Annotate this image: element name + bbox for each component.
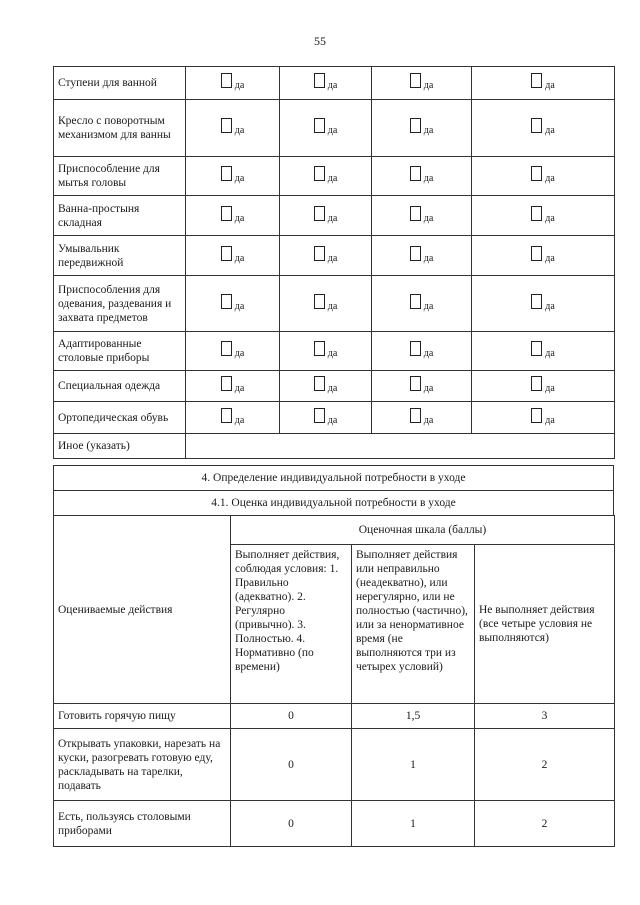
checkbox-cell bbox=[280, 402, 372, 434]
checkbox[interactable] bbox=[221, 73, 232, 88]
equipment-row bbox=[54, 100, 615, 157]
equipment-label: Умывальник передвижной bbox=[54, 236, 186, 276]
assessment-row bbox=[54, 801, 615, 847]
checkbox[interactable] bbox=[221, 341, 232, 356]
checkbox-cell bbox=[372, 402, 472, 434]
checkbox-cell bbox=[372, 100, 472, 157]
checkbox[interactable] bbox=[410, 118, 421, 133]
checkbox-cell bbox=[186, 196, 280, 236]
checkbox-cell bbox=[186, 332, 280, 371]
other-label: Иное (указать) bbox=[54, 434, 186, 459]
checkbox-label: да bbox=[545, 252, 555, 264]
assessed-action: Готовить горячую пищу bbox=[54, 704, 231, 729]
checkbox-cell bbox=[472, 236, 615, 276]
checkbox[interactable] bbox=[410, 206, 421, 221]
checkbox-label: да bbox=[423, 300, 434, 312]
checkbox-label: да bbox=[327, 414, 338, 426]
equipment-row bbox=[54, 196, 615, 236]
equipment-row bbox=[54, 332, 615, 371]
checkbox-cell bbox=[472, 276, 615, 332]
checkbox-cell bbox=[186, 157, 280, 196]
equipment-label: Ванна-простыня складная bbox=[54, 196, 186, 236]
checkbox-label: да bbox=[327, 300, 338, 312]
checkbox-label: да bbox=[545, 383, 555, 394]
checkbox-cell bbox=[186, 100, 280, 157]
checkbox-cell bbox=[280, 371, 372, 402]
equipment-label: Приспособления для одевания, раздевания и захвата предметов bbox=[54, 276, 186, 332]
checkbox-cell bbox=[280, 67, 372, 100]
score-cell: 2 bbox=[475, 729, 615, 801]
checkbox[interactable] bbox=[314, 294, 325, 309]
equipment-label: Кресло с поворотным механизмом для ванны bbox=[54, 100, 186, 157]
checkbox-label: да bbox=[234, 173, 245, 184]
scale-column-1: Выполняет действия, соблюдая условия: 1. Правильно (адекватно). 2. Регулярно (привычно). 3. Полностью. 4. Нормативно (по времени) bbox=[231, 545, 352, 704]
checkbox[interactable] bbox=[221, 166, 232, 181]
other-input-cell[interactable] bbox=[186, 434, 615, 459]
checkbox[interactable] bbox=[531, 408, 542, 423]
checkbox[interactable] bbox=[314, 408, 325, 423]
checkbox-label: да bbox=[545, 300, 555, 312]
assessment-table bbox=[53, 515, 615, 847]
checkbox-label: да bbox=[423, 383, 434, 394]
equipment-label: Ортопедическая обувь bbox=[54, 402, 186, 434]
score-cell: 3 bbox=[475, 704, 615, 729]
checkbox-label: да bbox=[327, 80, 338, 91]
checkbox-label: да bbox=[234, 383, 245, 394]
checkbox[interactable] bbox=[314, 118, 325, 133]
checkbox-label: да bbox=[234, 300, 245, 312]
score-cell: 0 bbox=[231, 729, 352, 801]
assessed-action: Открывать упаковки, нарезать на куски, разогревать готовую еду, раскладывать на тарелки, подавать bbox=[54, 729, 231, 801]
checkbox-cell bbox=[472, 67, 615, 100]
checkbox-cell bbox=[280, 332, 372, 371]
score-cell: 1 bbox=[352, 801, 475, 847]
checkbox[interactable] bbox=[314, 73, 325, 88]
checkbox-label: да bbox=[234, 348, 245, 359]
assessed-action: Есть, пользуясь столовыми приборами bbox=[54, 801, 231, 847]
checkbox-label: да bbox=[327, 252, 338, 264]
checkbox-label: да bbox=[234, 252, 245, 264]
checkbox-label: да bbox=[423, 173, 434, 184]
checkbox-cell bbox=[280, 157, 372, 196]
checkbox[interactable] bbox=[531, 294, 542, 309]
checkbox[interactable] bbox=[531, 376, 542, 391]
checkbox[interactable] bbox=[221, 294, 232, 309]
checkbox-cell bbox=[472, 100, 615, 157]
checkbox-cell bbox=[472, 402, 615, 434]
score-cell: 1 bbox=[352, 729, 475, 801]
checkbox-label: да bbox=[234, 125, 245, 136]
checkbox[interactable] bbox=[410, 376, 421, 391]
checkbox-cell bbox=[372, 276, 472, 332]
checkbox[interactable] bbox=[221, 206, 232, 221]
checkbox-label: да bbox=[327, 173, 338, 184]
checkbox-label: да bbox=[545, 414, 555, 426]
checkbox-label: да bbox=[545, 348, 555, 359]
checkbox-label: да bbox=[234, 414, 245, 426]
checkbox-label: да bbox=[545, 212, 555, 224]
checkbox-cell bbox=[372, 236, 472, 276]
equipment-row bbox=[54, 276, 615, 332]
equipment-label: Ступени для ванной bbox=[54, 67, 186, 100]
checkbox[interactable] bbox=[410, 246, 421, 261]
equipment-row bbox=[54, 67, 615, 100]
checkbox-label: да bbox=[545, 125, 555, 136]
checkbox-cell bbox=[280, 196, 372, 236]
checkbox-cell bbox=[186, 402, 280, 434]
assessment-row bbox=[54, 704, 615, 729]
section-headings-table bbox=[53, 465, 614, 516]
checkbox-cell bbox=[280, 100, 372, 157]
checkbox-label: да bbox=[234, 212, 245, 224]
checkbox[interactable] bbox=[531, 118, 542, 133]
score-cell: 0 bbox=[231, 801, 352, 847]
checkbox[interactable] bbox=[531, 206, 542, 221]
checkbox-label: да bbox=[423, 212, 434, 224]
equipment-row bbox=[54, 157, 615, 196]
checkbox-label: да bbox=[423, 252, 434, 264]
checkbox-label: да bbox=[545, 80, 555, 91]
section-4-1-title: 4.1. Оценка индивидуальной потребности в уходе bbox=[54, 491, 614, 516]
checkbox-label: да bbox=[327, 348, 338, 359]
checkbox-label: да bbox=[327, 212, 338, 224]
checkbox[interactable] bbox=[314, 341, 325, 356]
checkbox-cell bbox=[472, 157, 615, 196]
checkbox[interactable] bbox=[531, 341, 542, 356]
score-cell: 0 bbox=[231, 704, 352, 729]
checkbox-cell bbox=[372, 196, 472, 236]
checkbox-cell bbox=[372, 157, 472, 196]
checkbox[interactable] bbox=[410, 294, 421, 309]
equipment-table bbox=[53, 66, 615, 459]
checkbox[interactable] bbox=[531, 73, 542, 88]
checkbox-cell bbox=[280, 276, 372, 332]
equipment-label: Адаптированные столовые приборы bbox=[54, 332, 186, 371]
checkbox[interactable] bbox=[221, 408, 232, 423]
checkbox-label: да bbox=[423, 125, 434, 136]
checkbox-label: да bbox=[423, 414, 434, 426]
checkbox-label: да bbox=[234, 80, 245, 91]
assessment-row bbox=[54, 729, 615, 801]
checkbox[interactable] bbox=[314, 166, 325, 181]
actions-header: Оцениваемые действия bbox=[54, 516, 231, 704]
checkbox-cell bbox=[186, 67, 280, 100]
checkbox[interactable] bbox=[410, 73, 421, 88]
checkbox[interactable] bbox=[531, 166, 542, 181]
checkbox[interactable] bbox=[314, 206, 325, 221]
checkbox[interactable] bbox=[314, 376, 325, 391]
other-row bbox=[54, 434, 615, 459]
equipment-label: Специальная одежда bbox=[54, 371, 186, 402]
page-number: 55 bbox=[314, 34, 326, 48]
scale-column-3: Не выполняет действия (все четыре условия не выполняются) bbox=[475, 545, 615, 704]
scale-column-2: Выполняет действия или неправильно (неадекватно), или нерегулярно, или не полностью (частично), или за ненормативное время (не выполняются три из четырех условий) bbox=[352, 545, 475, 704]
checkbox-cell bbox=[280, 236, 372, 276]
checkbox-cell bbox=[372, 67, 472, 100]
checkbox[interactable] bbox=[410, 341, 421, 356]
checkbox[interactable] bbox=[410, 408, 421, 423]
checkbox[interactable] bbox=[221, 246, 232, 261]
scale-header: Оценочная шкала (баллы) bbox=[231, 516, 615, 545]
checkbox[interactable] bbox=[410, 166, 421, 181]
equipment-row bbox=[54, 371, 615, 402]
section-4-title: 4. Определение индивидуальной потребности в уходе bbox=[54, 466, 614, 491]
checkbox[interactable] bbox=[221, 118, 232, 133]
checkbox-cell bbox=[472, 196, 615, 236]
checkbox[interactable] bbox=[314, 246, 325, 261]
checkbox-label: да bbox=[423, 348, 434, 359]
equipment-row bbox=[54, 402, 615, 434]
checkbox-cell bbox=[372, 371, 472, 402]
equipment-row bbox=[54, 236, 615, 276]
checkbox-cell bbox=[186, 236, 280, 276]
checkbox-cell bbox=[472, 332, 615, 371]
checkbox-label: да bbox=[327, 125, 338, 136]
score-cell: 1,5 bbox=[352, 704, 475, 729]
checkbox-label: да bbox=[545, 173, 555, 184]
checkbox[interactable] bbox=[221, 376, 232, 391]
equipment-label: Приспособление для мытья головы bbox=[54, 157, 186, 196]
score-cell: 2 bbox=[475, 801, 615, 847]
checkbox[interactable] bbox=[531, 246, 542, 261]
checkbox-cell bbox=[472, 371, 615, 402]
checkbox-cell bbox=[186, 371, 280, 402]
checkbox-label: да bbox=[327, 383, 338, 394]
checkbox-cell bbox=[372, 332, 472, 371]
checkbox-label: да bbox=[423, 80, 434, 91]
checkbox-cell bbox=[186, 276, 280, 332]
